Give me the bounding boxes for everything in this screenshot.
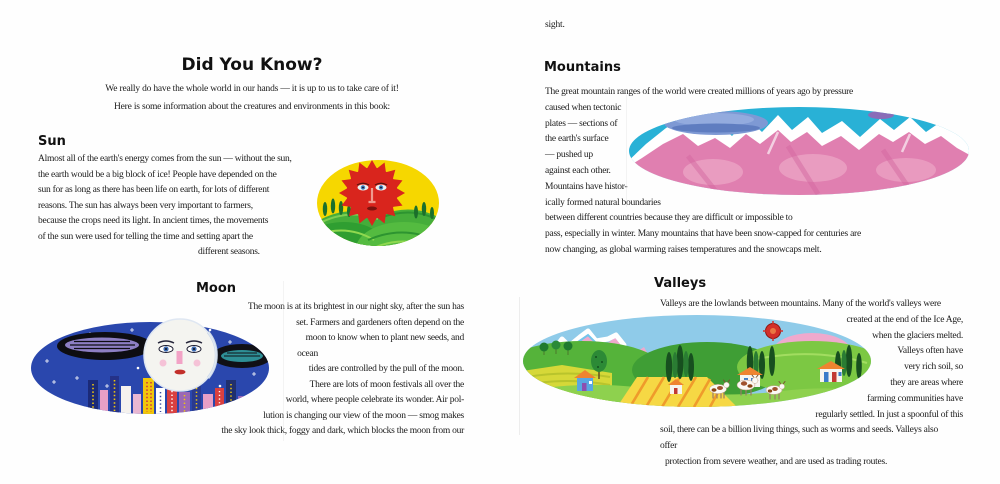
text-line: There are lots of moon festivals all over the [309,379,464,390]
text-line: Valleys are the lowlands between mountains. Many of the world's valleys were [660,299,941,309]
text-line: the earth would be a big block of ice! People have depended on the [38,169,277,180]
page-title: Did You Know? [181,55,323,75]
text-line: they are areas where [890,377,963,388]
text-line: offer [660,441,678,452]
text-line: Almost all of the earth's energy comes from the sun — without the sun, [38,154,292,164]
intro-line: Here is some information about the creatures and environments in this book: [114,101,390,112]
small-purple-cloud [868,109,894,119]
text-line: of the sun were used for telling the time and setting apart the [38,231,253,242]
text-line: Valleys often have [897,346,963,357]
text-line: tides are controlled by the pull of the moon. [308,364,464,374]
text-line: when the glaciers melted. [872,330,963,341]
text-line: — pushed up [545,150,593,161]
moon-illustration [30,316,270,417]
text-line: created at the end of the Ice Age, [846,314,963,325]
sun-illustration [316,158,442,250]
text-line: regularly settled. In just a spoonful of this [815,409,963,420]
text-line: Mountains have histor- [545,181,628,192]
text-line: pass, especially in winter. Many mountains that have been snow-capped for centuries are [545,229,861,240]
text-line: now changing, as global warming raises temperatures and the snowcaps melt. [545,244,822,255]
text-line: ically formed natural boundaries [545,197,661,208]
section-heading-mountains: Mountains [544,60,621,75]
page-fold-line [519,297,520,435]
text-line: farming communities have [867,393,963,404]
smog-cloud-left [57,332,153,360]
text-line: world, where people celebrate its wonder. Air pol- [285,395,464,405]
mountains-illustration [628,106,970,196]
page-fold-line [283,281,284,441]
text-line: The moon is at its brightest in our night sky, after the sun has [247,302,464,312]
intro-text [0,81,504,116]
carryover-text: sight. [545,20,565,30]
moon-with-face [144,319,216,391]
text-line: the sky look thick, foggy and dark, which blocks the moon from our [221,426,464,436]
text-line: against each other. [545,165,611,176]
text-line: ocean [297,348,318,359]
section-heading-valleys: Valleys [654,276,707,291]
text-line: between different countries because they are difficult or impossible to [545,213,793,224]
text-line: very rich soil, so [904,362,963,373]
section-heading-moon: Moon [196,281,237,296]
section-heading-sun: Sun [38,134,66,149]
text-line: protection from severe weather, and are used as trading routes. [665,456,888,467]
intro-line: We really do have the whole world in our hands — it is up to us to take care of it! [105,84,399,94]
text-line: soil, there can be a billion living things, such as worms and seeds. Valleys also [660,425,938,436]
text-line: the earth's surface [545,134,609,145]
text-line: reasons. The sun has always been very important to farmers, [38,200,253,211]
text-line: different seasons. [198,247,260,257]
page-fold-line [626,95,627,207]
text-line: because the crops need its light. In ancient times, the movements [38,216,269,226]
text-line: moon to know when to plant new seeds, and [305,333,464,343]
text-line: The great mountain ranges of the world were created millions of years ago by pressure [545,87,853,97]
valleys-illustration [522,315,872,407]
text-line: caused when tectonic [545,102,622,113]
text-line: plates — sections of [545,118,618,129]
text-line: sun for as long as there has been life on earth, for lots of different [38,185,270,195]
smog-cloud-right [212,344,270,368]
text-line: set. Farmers and gardeners often depend on the [296,317,464,328]
sun-with-face [339,160,405,226]
text-line: lution is changing our view of the moon — smog makes [263,410,464,421]
